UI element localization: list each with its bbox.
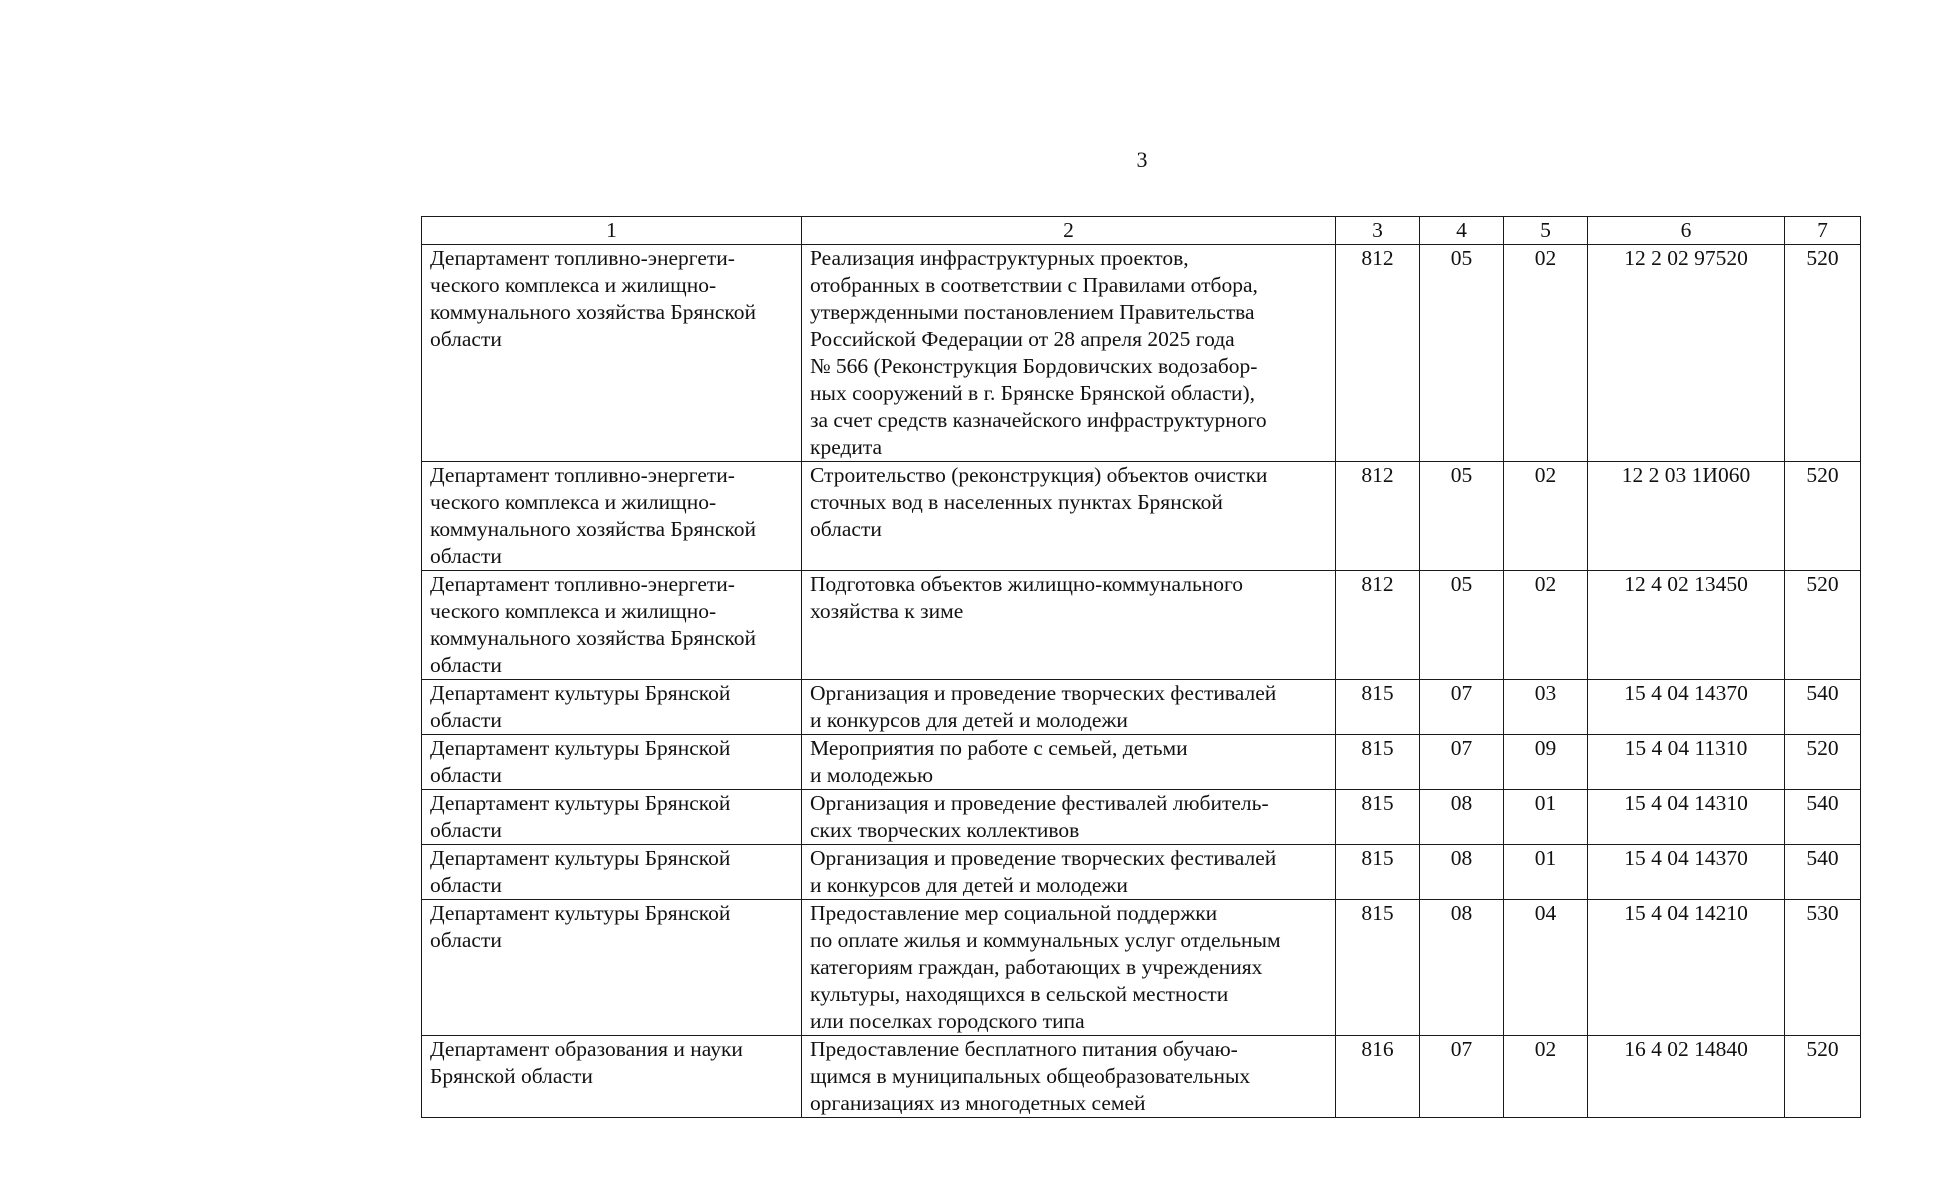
code-cell-6: 15 4 04 14310 — [1588, 790, 1785, 845]
code-cell-6: 15 4 04 11310 — [1588, 735, 1785, 790]
code-cell-7: 540 — [1785, 845, 1861, 900]
code-cell-7: 520 — [1785, 735, 1861, 790]
purpose-text: Реализация инфраструктурных проектов, отобранных в соответствии с Правилами отбора, утвержденными постановлением Правительства Российской Федерации от 28 апреля 2025 года № 566 (Реконструкция Бордовичских водозабор- ных сооружений в г. Брянске Брянской области), за счет средств казначейского инфраструктурного кредита — [810, 246, 1267, 459]
purpose-text: Организация и проведение фестивалей любитель- ских творческих коллективов — [810, 791, 1269, 842]
table-row — [422, 571, 1861, 680]
purpose-cell — [802, 245, 1336, 462]
purpose-cell — [802, 790, 1336, 845]
code-cell-4: 07 — [1420, 680, 1504, 735]
code-cell-5: 09 — [1504, 735, 1588, 790]
department-cell — [422, 462, 802, 571]
code-cell-5: 02 — [1504, 571, 1588, 680]
department-cell — [422, 680, 802, 735]
code-cell-4: 08 — [1420, 900, 1504, 1036]
department-text: Департамент культуры Брянской области — [430, 736, 731, 787]
department-text: Департамент топливно-энергети- ческого комплекса и жилищно- коммунального хозяйства Брянской области — [430, 246, 757, 351]
code-cell-4: 07 — [1420, 735, 1504, 790]
table-row — [422, 1036, 1861, 1118]
code-cell-3: 815 — [1336, 735, 1420, 790]
code-cell-6: 12 2 02 97520 — [1588, 245, 1785, 462]
code-cell-6: 15 4 04 14370 — [1588, 845, 1785, 900]
department-text: Департамент образования и науки Брянской области — [430, 1037, 743, 1088]
header-col-4: 4 — [1420, 217, 1504, 245]
purpose-text: Предоставление мер социальной поддержки по оплате жилья и коммунальных услуг отдельным категориям граждан, работающих в учреждениях культуры, находящихся в сельской местности или поселках городского типа — [810, 901, 1281, 1033]
code-cell-5: 03 — [1504, 680, 1588, 735]
table-row — [422, 462, 1861, 571]
code-cell-5: 02 — [1504, 462, 1588, 571]
table-row — [422, 845, 1861, 900]
department-cell — [422, 900, 802, 1036]
code-cell-3: 816 — [1336, 1036, 1420, 1118]
purpose-cell — [802, 735, 1336, 790]
department-text: Департамент культуры Брянской области — [430, 901, 731, 952]
header-col-5: 5 — [1504, 217, 1588, 245]
purpose-text: Предоставление бесплатного питания обучаю- щимся в муниципальных общеобразовательных организациях из многодетных семей — [810, 1037, 1251, 1115]
code-cell-7: 520 — [1785, 1036, 1861, 1118]
code-cell-4: 05 — [1420, 462, 1504, 571]
department-text: Департамент культуры Брянской области — [430, 846, 731, 897]
department-cell — [422, 735, 802, 790]
department-cell — [422, 571, 802, 680]
purpose-text: Организация и проведение творческих фестивалей и конкурсов для детей и молодежи — [810, 846, 1277, 897]
department-text: Департамент топливно-энергети- ческого комплекса и жилищно- коммунального хозяйства Брянской области — [430, 572, 757, 677]
code-cell-5: 04 — [1504, 900, 1588, 1036]
purpose-cell — [802, 462, 1336, 571]
table-row — [422, 790, 1861, 845]
table-row — [422, 680, 1861, 735]
code-cell-5: 02 — [1504, 245, 1588, 462]
code-cell-4: 08 — [1420, 845, 1504, 900]
code-cell-6: 16 4 02 14840 — [1588, 1036, 1785, 1118]
department-text: Департамент культуры Брянской области — [430, 681, 731, 732]
code-cell-3: 812 — [1336, 245, 1420, 462]
purpose-text: Организация и проведение творческих фестивалей и конкурсов для детей и молодежи — [810, 681, 1277, 732]
header-col-6: 6 — [1588, 217, 1785, 245]
header-col-1: 1 — [422, 217, 802, 245]
code-cell-3: 815 — [1336, 680, 1420, 735]
code-cell-3: 815 — [1336, 845, 1420, 900]
table-row — [422, 245, 1861, 462]
purpose-text: Подготовка объектов жилищно-коммунального хозяйства к зиме — [810, 572, 1244, 623]
header-col-2: 2 — [802, 217, 1336, 245]
code-cell-7: 520 — [1785, 462, 1861, 571]
code-cell-3: 812 — [1336, 571, 1420, 680]
code-cell-3: 812 — [1336, 462, 1420, 571]
page-number: 3 — [1136, 147, 1148, 172]
code-cell-4: 05 — [1420, 245, 1504, 462]
code-cell-3: 815 — [1336, 900, 1420, 1036]
header-col-7: 7 — [1785, 217, 1861, 245]
purpose-text: Строительство (реконструкция) объектов очистки сточных вод в населенных пунктах Брянской области — [810, 463, 1268, 541]
code-cell-7: 520 — [1785, 245, 1861, 462]
table-row — [422, 735, 1861, 790]
purpose-cell — [802, 571, 1336, 680]
code-cell-5: 02 — [1504, 1036, 1588, 1118]
budget-table — [421, 216, 1861, 1118]
code-cell-5: 01 — [1504, 790, 1588, 845]
header-col-3: 3 — [1336, 217, 1420, 245]
code-cell-6: 15 4 04 14210 — [1588, 900, 1785, 1036]
code-cell-6: 12 2 03 1И060 — [1588, 462, 1785, 571]
purpose-cell — [802, 680, 1336, 735]
code-cell-7: 540 — [1785, 680, 1861, 735]
purpose-cell — [802, 900, 1336, 1036]
header-row — [422, 217, 1861, 245]
department-cell — [422, 1036, 802, 1118]
code-cell-4: 08 — [1420, 790, 1504, 845]
department-cell — [422, 790, 802, 845]
department-text: Департамент топливно-энергети- ческого комплекса и жилищно- коммунального хозяйства Брянской области — [430, 463, 757, 568]
department-text: Департамент культуры Брянской области — [430, 791, 731, 842]
department-cell — [422, 245, 802, 462]
code-cell-4: 05 — [1420, 571, 1504, 680]
code-cell-7: 530 — [1785, 900, 1861, 1036]
code-cell-6: 12 4 02 13450 — [1588, 571, 1785, 680]
purpose-text: Мероприятия по работе с семьей, детьми и молодежью — [810, 736, 1188, 787]
code-cell-5: 01 — [1504, 845, 1588, 900]
purpose-cell — [802, 845, 1336, 900]
code-cell-4: 07 — [1420, 1036, 1504, 1118]
department-cell — [422, 845, 802, 900]
code-cell-7: 540 — [1785, 790, 1861, 845]
table-row — [422, 900, 1861, 1036]
code-cell-3: 815 — [1336, 790, 1420, 845]
code-cell-7: 520 — [1785, 571, 1861, 680]
purpose-cell — [802, 1036, 1336, 1118]
code-cell-6: 15 4 04 14370 — [1588, 680, 1785, 735]
